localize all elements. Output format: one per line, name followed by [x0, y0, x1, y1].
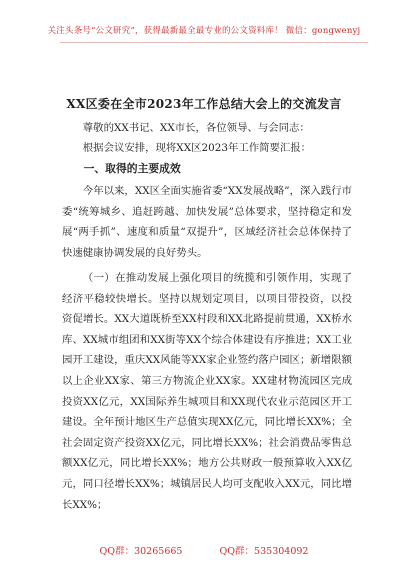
paragraph-1: 今年以来，XX区全面实施省委“XX发展战略”，深入践行市委“统筹城乡、追赶跨越、加快发展”总体要求，坚持稳定和发展“两手抓”、速度和质量“双提升”，区域经济社会总体保持了快速健康协调发展的良好势头。: [62, 185, 352, 259]
intro-line: 根据会议安排，现将XX区2023年工作简要汇报：: [82, 142, 312, 154]
salutation: 尊敬的XX书记、XX市长，各位领导、与会同志：: [82, 122, 310, 134]
document-title: XX区委在全市2023年工作总结大会上的交流发言: [66, 97, 342, 111]
section-heading: 一、取得的主要成效: [83, 162, 181, 175]
qq-footer: [0, 543, 408, 557]
promo-banner: 关注头条号“公文研究”，获得最新最全最专业的公文资料库！ 微信：gongwenyj: [47, 26, 361, 36]
header-divider: [60, 42, 368, 43]
paragraph-2: （一）在推动发展上强化项目的统揽和引领作用，实现了经济平稳较快增长。坚持以规划定项目，以项目带投资，以投资促增长。XX大道既桥至XX村段和XX北路提前贯通，XX桥水库、XX城市组团和XX街等XX个综合体建设有序推进；XX工业园开工建设，重庆XX风能等XX家企业签约落户园区；新增限额以上企业XX家、第三方物流企业XX家。XX建材物流园区完成投资XX亿元，XX国际养生城项目和XX现代农业示范园区开工建设。全年预计地区生产总值实现XX亿元，同比增长XX%；全社会固定资产投资XX亿元，同比增长XX%；社会消费品零售总额XX亿元，同比增长XX%；地方公共财政一般预算收入XX亿元，同口径增长XX%；城镇居民人均可支配收入XX元，同比增长XX%；: [62, 272, 352, 511]
qq-group-1: QQ群：30265665: [99, 546, 183, 557]
qq-group-2: QQ群：535304092: [219, 546, 309, 557]
